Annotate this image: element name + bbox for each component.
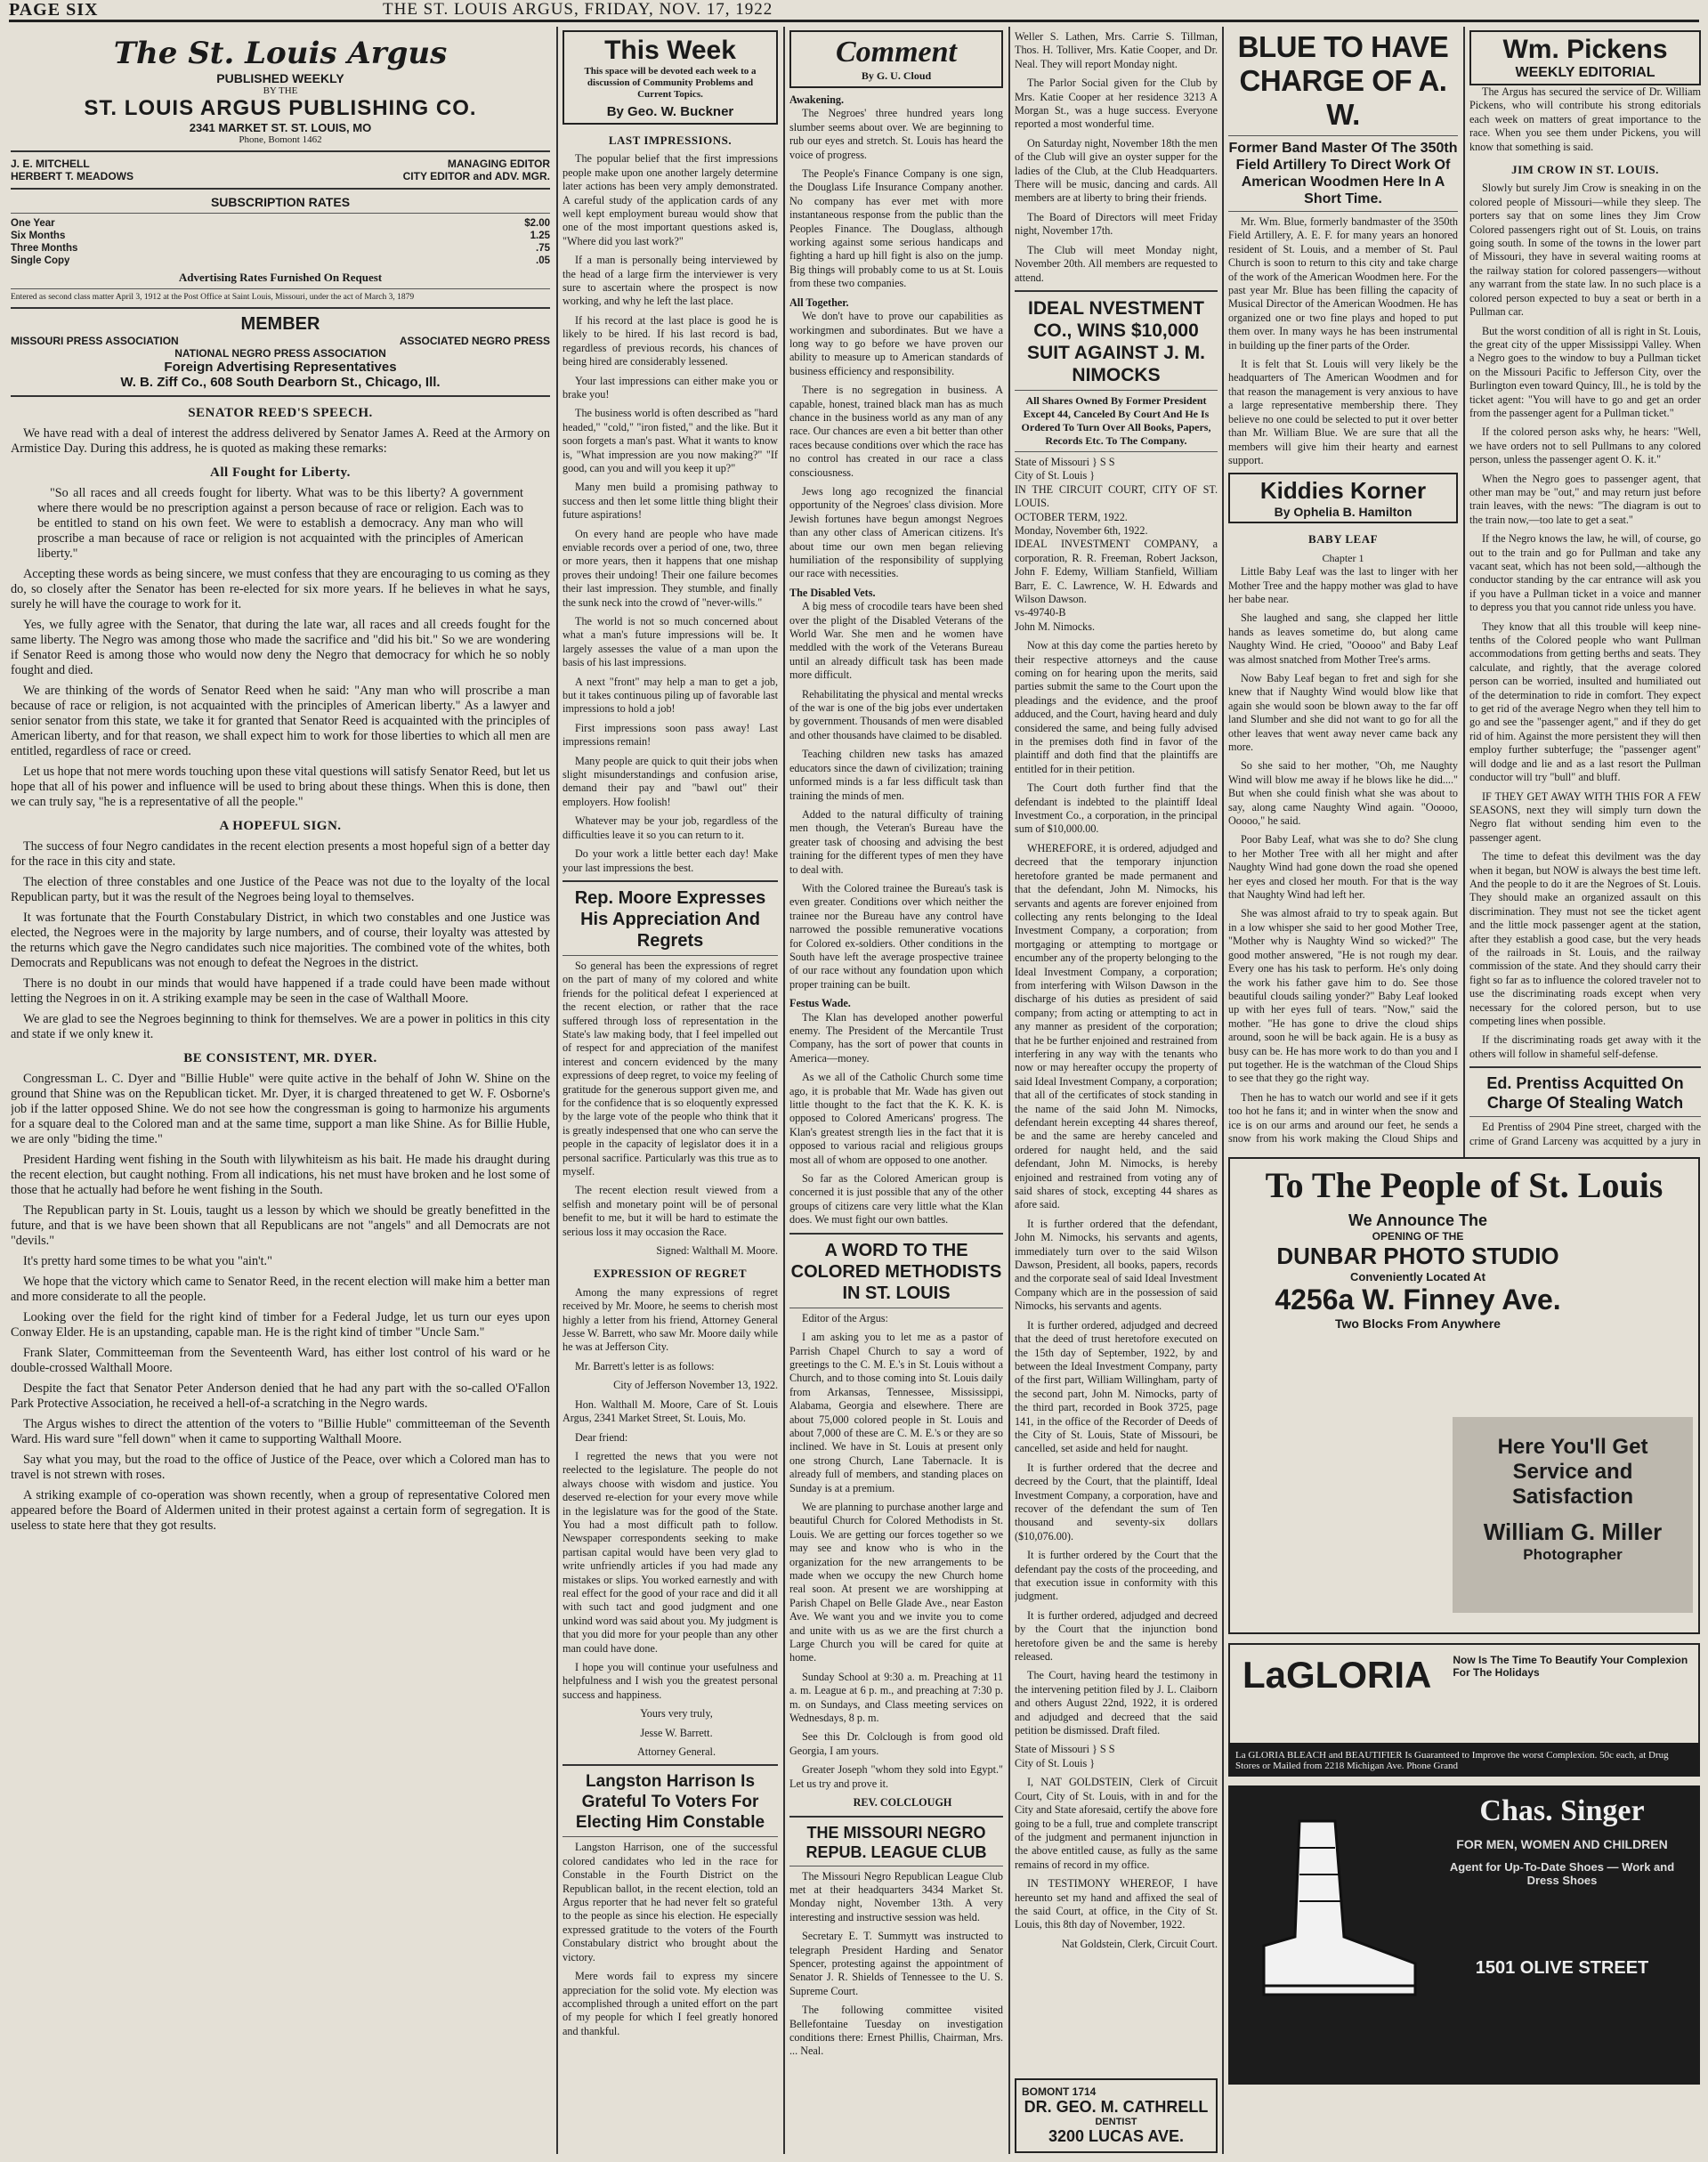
moore-signature: Signed: Walthall M. Moore. (656, 1244, 778, 1258)
kiddies-body (1228, 532, 1458, 1147)
this-week-paragraph: A next "front" may help a man to get a job, but it takes continuous piling up of favorable last impressions to hold a job! (563, 675, 778, 716)
this-week-byline: By Geo. W. Buckner (606, 104, 734, 119)
editorial-paragraph: Yes, we fully agree with the Senator, that during the late war, all races and all creeds fought for the same liberty. The Negro was among those who made the sacrifice and "did his bit." So we are wondering if Senator Reed is among those who would now deny the Negro that democracy for which he so nobly fought and died. (11, 618, 550, 677)
comment-paragraph: We don't have to prove our capabilities as workingmen and subordinates. But we have a long way to go before we have proven our ability to measure up to American standards of business efficiency and responsibility. (789, 310, 1003, 377)
moore-dateline: City of Jefferson November 13, 1922. (613, 1379, 778, 1392)
moore-paragraph: I hope you will continue your usefulness and helpfulness and I wish you the greatest personal success and happiness. (563, 1661, 778, 1701)
editorial-paragraph: It was fortunate that the Fourth Constabulary District, in which two constables and one Justice was elected, the Negroes were in the majority by large numbers, and of course, their loyalty was attested by the returns which gave the Negro candidates such nice majorities. The combined vote of the whites, both Democrats and Republicans was not enough to defeat the Negroes in the district. (11, 911, 550, 970)
pickens-paragraph: If the Negro knows the law, he will, of course, go out to the train and go for Pullman and take any vacant seat, which has not been sold,—although the conductor standing by the car entrance will ask you if you have a Pullman ticket in a voice and manner to depress you that you cannot ride unless you have. (1469, 532, 1701, 614)
methodists-signature: REV. COLCLOUGH (853, 1796, 952, 1810)
ad-service: Service and Satisfaction (1511, 1460, 1634, 1509)
editorial-paragraph: The Argus wishes to direct the attention of the voters to "Billie Huble" committeeman of the Seventh Ward. His ward sure "fell down" when it came to supporting Walthall Moore. (11, 1417, 550, 1446)
pickens-header (1469, 30, 1701, 85)
methodists-salutation: Editor of the Argus: (802, 1311, 888, 1324)
kiddies-story-title: BABY LEAF (1307, 532, 1379, 547)
ideal-deck: All Shares Owned By Former President Except 44, Canceled By Court And He Is Ordered To Turn Over All Books, Papers, Records Etc. To The Company. (1021, 393, 1211, 447)
langston-paragraph: Mere words fail to express my sincere appreciation for the solid vote. My election was accomplished through a united effort on the part of my people for which I feel greatly honored and thankful. (563, 1970, 778, 2037)
singer-title: Chas. Singer (1479, 1794, 1645, 1827)
ad-opening: OPENING OF THE (1372, 1230, 1464, 1243)
singer-line: Agent for Up-To-Date Shoes — Work and Dress Shoes (1449, 1860, 1675, 1887)
ideal-paragraph: IN TESTIMONY WHEREOF, I have hereunto set my hand and affixed the seal of the said Court, at office, in the City of St. Louis, this 8th day of November, 1922. (1015, 1877, 1218, 1931)
this-week-intro: This space will be devoted each week to a discussion of Community Problems and Current Topics. (584, 66, 757, 100)
comment-title: Comment (835, 36, 958, 69)
publisher-company: ST. LOUIS ARGUS PUBLISHING CO. (84, 96, 477, 120)
publisher-phone: Phone, Bomont 1462 (239, 134, 322, 145)
kiddies-paragraph: She laughed and sang, she clapped her little hands as leaves sometime do, but along came Naughty Wind. He cried, "Ooooo" and Baby Leaf was almost snatched from Mother Tree's arms. (1228, 611, 1458, 666)
pickens-title: Wm. Pickens (1502, 35, 1668, 64)
singer-address: 1501 OLIVE STREET (1475, 1958, 1649, 1978)
this-week-body (563, 134, 778, 875)
methodists-headline: A WORD TO THE COLORED METHODISTS IN ST. LOUIS (790, 1240, 1002, 1303)
prentiss-body (1469, 1121, 1701, 1147)
league-headline: THE MISSOURI NEGRO REPUB. LEAGUE CLUB (805, 1823, 987, 1861)
kiddies-paragraph: Now Baby Leaf began to fret and sigh for she knew that if Naughty Wind would blow like that again she would soon be blown away to the far off land Slumber and she did not want to go for all the other leaves that went away never came back any more. (1228, 671, 1458, 753)
this-week-title: This Week (604, 36, 736, 65)
ideal-paragraph: It is further ordered that the defendant, John M. Nimocks, his servants and agents, immediately turn over to the said Wilson Dawson, President, all books, papers, records and the corporate seal of said Ideal Investment Company which are in the possession of said Nimocks, his servants and agents. (1015, 1217, 1218, 1313)
comment-heading: The Disabled Vets. (789, 586, 876, 599)
paper-name: The St. Louis Argus (113, 36, 448, 71)
editorial-paragraph: A striking example of co-operation was shown recently, when a group of representative Colored men appeared before the Board of Aldermen united in their protest against a certain form of segregation. It is useless to state here that they got results. (11, 1488, 550, 1533)
rate-term: Three Months (11, 243, 78, 254)
blue-deck: Former Band Master Of The 350th Field Artillery To Direct Work Of American Woodmen Here In A Short Time. (1228, 141, 1458, 206)
kiddies-paragraph: She was almost afraid to try to speak again. But in a low whisper she said to her good Mother Tree, "Mother why is Naughty Wind so wicked?" The good mother answered, "He is not rough my dear. Every one has his task to perform. He's only doing the work his father gave him to do. See those beautiful clouds sailing yonder?" Baby Leaf looked up with her eyes full of tears. "Now," said the mother. "He has gone to drive the cloud ships around, soon he will be back again. He is a busy as busy can be. He has more work to do than you and I put together. He is the watchman of the Cloud Ships to see that they go the right way. (1228, 907, 1458, 1085)
pickens-body (1469, 85, 1701, 1061)
rate-row (11, 230, 550, 242)
comment-column (789, 30, 1003, 2153)
editorial-heading: A HOPEFUL SIGN. (219, 819, 342, 833)
ad-located: Conveniently Located At (1350, 1270, 1485, 1283)
editorial-paragraph: Despite the fact that Senator Peter Anderson denied that he had any part with the so-called O'Fallon Park Protective Association, he received a hell-of-a scratching in the Negro wards. (11, 1381, 550, 1411)
staff-row (11, 158, 550, 170)
staff-role: MANAGING EDITOR (447, 158, 550, 170)
singer-line: FOR MEN, WOMEN AND CHILDREN (1456, 1837, 1668, 1851)
kiddies-paragraph: So she said to her mother, "Oh, me Naughty Wind will blow me away if he blows like he did...." But when she could finish what she was about to say, along came Naughty Wind again. "Ooooo, Ooooo," he said. (1228, 759, 1458, 828)
editorial-paragraph: Looking over the field for the right kind of timber for a Federal Judge, let us turn our eyes upon Conway Elder. He is an upstanding, capable man. He is the right kind of timber "Uncle Sam." (11, 1310, 550, 1340)
comment-paragraph: Added to the natural difficulty of training men though, the Veteran's Bureau have the greater task of choosing and advising the best training for the different types of men they have to deal with. (789, 807, 1003, 876)
this-week-header (563, 30, 778, 125)
ideal-signature: Nat Goldstein, Clerk, Circuit Court. (1061, 1937, 1218, 1950)
ad-blocks: Two Blocks From Anywhere (1335, 1316, 1501, 1331)
editorial-column (11, 30, 550, 2153)
rate-term: One Year (11, 218, 55, 229)
kiddies-chapter: Chapter 1 (1322, 551, 1364, 564)
ad-address: 4256a W. Finney Ave. (1275, 1283, 1561, 1316)
editorial-paragraph: Say what you may, but the road to the office of Justice of the Peace, over which a Colored man has to travel is not strewn with roses. (11, 1453, 550, 1482)
this-week-column (563, 30, 778, 2153)
member-right: ASSOCIATED NEGRO PRESS (399, 335, 550, 347)
this-week-paragraph: On every hand are people who have made enviable records over a period of one, two, three or more years, then it happens that one mishap proves their undoing! Their one failure becomes their last impression. They stumble, and finally the sunk neck into the crowd of "never-wills." (563, 527, 778, 609)
staff-role: CITY EDITOR and ADV. MGR. (402, 170, 550, 182)
rate-row (11, 242, 550, 255)
comment-byline: By G. U. Cloud (861, 69, 932, 82)
ideal-paragraph: It is further ordered, adjudged and decreed that the deed of trust heretofore executed on the 15th day of September, 1922, by and between the Ideal Investment Company, party of the first part, William Willingham, party of the second part, John M. Nimocks, party of the third part, recorded in Book 3725, page 141, in the office of the Recorder of Deeds of the City of St. Louis, State of Missouri, be cancelled, set aside and held for naught. (1015, 1318, 1218, 1455)
pickens-paragraph: The time to defeat this devilment was the day when it began, but NOW is always the best time left. And the people to do it are the Negroes of St. Louis. They should make an organized assault on this discrimination. They must not see the ticket agent and the little mock passenger agent at the station, after they establish a good case, but the very heads of the railroads in St. Louis, and the railway commission of the state. And they should carry their fight so far as to influence the colored traveler not to use the discriminating roads except when very necessary for the colored person, but to use competing lines when possible. (1469, 850, 1701, 1027)
comment-header (789, 30, 1003, 88)
editorial-paragraph: Frank Slater, Committeeman from the Seventeenth Ward, has either lost control of his ward or he double-crossed Walthall Moore. (11, 1346, 550, 1375)
rate-term: Single Copy (11, 255, 70, 266)
legal-column (1015, 30, 1218, 2153)
ad-announce: We Announce The (1348, 1211, 1487, 1229)
cathrell-address: 3200 LUCAS AVE. (1048, 2127, 1185, 2145)
rate-term: Six Months (11, 231, 66, 241)
page-header (9, 0, 1699, 22)
member-row (11, 335, 550, 347)
paper-title-date: THE ST. LOUIS ARGUS, FRIDAY, NOV. 17, 1922 (383, 0, 773, 19)
editorial-heading: BE CONSISTENT, MR. DYER. (183, 1051, 377, 1065)
pickens-subtitle: WEEKLY EDITORIAL (1515, 65, 1655, 80)
pickens-paragraph: If the colored person asks why, he hears: "Well, we have orders not to sell Pullmans to any colored person, unless the passenger agent O. K. it." (1469, 425, 1701, 466)
member-title: MEMBER (240, 314, 320, 334)
methodists-paragraph: See this Dr. Colclough is from good old Georgia, I am yours. (789, 1730, 1003, 1757)
published-by: BY THE (263, 85, 298, 96)
lagloria-ad (1228, 1643, 1700, 1745)
editorial-paragraph: We are thinking of the words of Senator Reed when he said: "Any man who will proscribe a man because of race or religion, is not acquainted with the principles of American liberty." As a lawyer and senior senator from this state, we take it for granted that Senator Reed is acquainted with the principles of American liberty, and for that reason, we shall expect him to work for those liberties to which all men are entitled, regardless of race or creed. (11, 684, 550, 758)
blue-body (1228, 215, 1458, 467)
comment-heading: Festus Wade. (789, 997, 851, 1010)
ad-title: To The People of St. Louis (1265, 1165, 1663, 1205)
methodists-paragraph: We are planning to purchase another large and beautiful Church for Colored Methodists in St. Louis. We are getting our forces together so we may see and know who is who in the organization for the new arrangements to be made when we occupy the new Church home real soon. At present we are worshipping at Parish Chapel on Belle Glade Ave., near Easton Ave. We want you and we invite you to come and unite with us as we are the first church a Large Church you will be cared for quite at home. (789, 1500, 1003, 1664)
ideal-paragraph: It is further ordered by the Court that the defendant pay the costs of the proceeding, and that execution issue in conformity with this judgment. (1015, 1549, 1218, 1603)
comment-paragraph: So far as the Colored American group is concerned it is just possible that any of the other groups of citizens care very little what the Klan does. We must fight our own battles. (789, 1172, 1003, 1227)
moore-headline: Rep. Moore Expresses His Appreciation And Regrets (574, 887, 766, 951)
prentiss-paragraph: Ed Prentiss of 2904 Pine street, charged with the crime of Grand Larceny was acquitted by a jury in (1469, 1121, 1701, 1147)
comment-heading: All Together. (789, 296, 849, 309)
editorial-paragraph: The election of three constables and one Justice of the Peace was not due to the loyalty of the local Republican party, but it was the result of the Negroes being loyal to themselves. (11, 875, 550, 904)
editorial-paragraph: We have read with a deal of interest the address delivered by Senator James A. Reed at the Armory on Armistice Day. During this address, he is quoted as making these remarks: (11, 426, 550, 456)
social-notes (1015, 30, 1218, 285)
langston-body (563, 1841, 778, 2038)
kiddies-paragraph: Then he has to watch our world and see if it gets too hot he fans it; and in winter when the snow and ice is on our arms and around our feet, he sends a snow from his work making the Cloud Ships and (1228, 1090, 1458, 1145)
ideal-caption: State of Missouri } S S City of St. Louis } IN THE CIRCUIT COURT, CITY OF ST. LOUIS. OCTOBER TERM, 1922. Monday, November 6th, 1922. IDEAL INVESTMENT COMPANY, a corporation, R. R. Freeman, Robert Jackson, John F. Edemy, William Stanfield, William Barr, E. C. Lawrence, W. H. Edwards and Wilson Dawson. vs-49740-B John M. Nimocks. (1015, 455, 1218, 633)
ad-photographer-title: Photographer (1523, 1546, 1623, 1563)
moore-paragraph: So general has been the expressions of regret on the part of many of my colored and white friends for the political defeat I experienced at the recent election, or rather that the race suffered through loss of representation in the State's law making body, that I feel impelled out of respect for and appreciation of the manifest interest and concern evidenced by the many expressions of deep regret, to voice my feeling of gratitude for the generous support given me, and for the confidence that is so eloquently expressed by the large vote of the people who think that it is greatly indespensed that one who can serve the people in the capacity of legislator does it in a personal sacrifice. Particularly was this true as to myself. (563, 959, 778, 1178)
rate-price: $2.00 (524, 218, 550, 229)
this-week-heading: LAST IMPRESSIONS. (608, 134, 733, 147)
rate-row (11, 255, 550, 267)
methodists-paragraph: Greater Joseph "whom they sold into Egypt." Let us try and prove it. (789, 1763, 1003, 1790)
ideal-paragraph: The Court, having heard the testimony in the intervening petition filed by J. L. Claiborn and others August 22nd, 1922, it is ordered and adjudged and decreed that the said petition be dismissed. Draft filed. (1015, 1669, 1218, 1737)
moore-signature-title: Attorney General. (637, 1745, 716, 1759)
pickens-paragraph: IF THEY GET AWAY WITH THIS FOR A FEW SEASONS, next they will simply turn down the Negro flat without sending him even to the passenger agent. (1469, 789, 1701, 844)
member-national: NATIONAL NEGRO PRESS ASSOCIATION (174, 347, 386, 360)
column-rule (556, 27, 558, 2154)
rate-price: .75 (536, 243, 550, 254)
editorial-paragraph: We are glad to see the Negroes beginning to think for themselves. We are a power in politics in this city and state if we only knew it. (11, 1012, 550, 1041)
moore-paragraph: Mr. Barrett's letter is as follows: (575, 1359, 715, 1373)
editorial-subheading: All Fought for Liberty. (210, 466, 351, 480)
league-paragraph: The following committee visited Bellefontaine Tuesday on investigation conditions there: Ernest Phillis, Chairman, Mrs. ... Neal. (789, 2004, 1003, 2058)
moore-body (563, 960, 778, 1760)
ideal-paragraph: I, NAT GOLDSTEIN, Clerk of Circuit Court, City of St. Louis, with in and for the City and State aforesaid, certify the above fore going to be a full, true and complete transcript of the judgment and permanent injunction in the above entitled cause, as fully as the same remains of record in my office. (1015, 1776, 1218, 1871)
blue-paragraph: Mr. Wm. Blue, formerly bandmaster of the 350th Field Artillery, A. E. F. for many years an honored resident of St. Louis, and a member of St. Paul Church is soon to return to this city and take charge of the work of the American Woodmen here. For the past year Mr. Blue has been filling the capacity of Musical Director of the American Woodmen. He has organized one or two fine plays and hoped to put them over. In many ways he has been instrumental in building up the finer parts of the Order. (1228, 215, 1458, 352)
ideal-paragraph: Now at this day come the parties hereto by their respective attorneys and the cause coming on for hearing upon the merits, said parties submit the same to the Court upon the pleadings and the evidence, and the proof adduced, and the Court, having heard and duly considered the same, and being fully advised in the premises doth find in favor of the plaintiff and doth find that the plaintiffs are entitled for in their petition. (1015, 639, 1218, 775)
this-week-paragraph: Do your work a little better each day! Make your last impressions the best. (563, 847, 778, 874)
ads-area (1228, 1157, 1700, 2154)
this-week-paragraph: The world is not so much concerned about what a man's future impressions will be. It largely assesses the value of a man upon the basis of his last impressions. (563, 615, 778, 669)
editorial-paragraph: There is no doubt in our minds that would have happened if a trade could have been made without letting the Negroes in on it. A striking example may be seen in the case of Walthall Moore. (11, 976, 550, 1006)
kiddies-header (1228, 473, 1458, 523)
this-week-paragraph: Whatever may be your job, regardless of the difficulties leave it so you can return to it. (563, 814, 778, 841)
comment-paragraph: The People's Finance Company is one sign, the Douglass Life Insurance Company another. No company has ever met with more instantaneous response from the public than the Peoples Finance. The Douglass, although working against some serious handicaps and fighting a hard up hill fight is also on the jump. Big things will probably come to us at St. Louis from these two companies. (789, 167, 1003, 290)
ad-photographer-name: William G. Miller (1483, 1518, 1663, 1545)
ideal-paragraph: WHEREFORE, it is ordered, adjudged and decreed that the temporary injunction heretofore granted be made permanent and that the defendant, John M. Nimocks, his servants and agents are forever enjoined from collecting any rents belonging to the Ideal Investment Company, a corporation; from mortgaging or attempting to mortgage or encumber any of the property belonging to the Ideal Investment Company, a corporation; from interfering with Wilson Dawson in the discharge of his duties as president of said company; from acting or attempting to act in any manner as president of the corporation; that he be further enjoined and restrained from interfering in any way with the tenants who now or may hereafter occupy the property of said Ideal Investment Company, a corporation; that all of the certificates of stock standing in the name of the said John M. Nimocks, defendant herein excepting 44 shares thereof, be and the same are hereby canceled and ordered for naught held, and the said defendant, John M. Nimocks, is hereby enjoined and restrained from voting any of said shares of stock, excepting 44 shares as afore said. (1015, 841, 1218, 1211)
ad-studio: DUNBAR PHOTO STUDIO (1276, 1243, 1559, 1269)
comment-paragraph: Jews long ago recognized the financial opportunity of the Negroes' class division. More Jewish fortunes have begun amongst Negroes than any other class of American citizens. It's about time our own men began relieving humiliation of the responsibility of supplying our race with necessities. (789, 484, 1003, 580)
rate-price: 1.25 (530, 231, 550, 241)
kiddies-paragraph: Poor Baby Leaf, what was she to do? She clung to her Mother Tree with all her might and after Naughty Wind had gone down the road she opened her eyes and closed her mouth. For that is the way that Naughty Wind had left her. (1228, 833, 1458, 902)
editorial-paragraph: Let us hope that not mere words touching upon these vital questions will satisfy Senator Reed, but let us hope that all of his power and influence will be used to bring about these things. When this is done, then we can truly say, "he is a representative of all the people." (11, 765, 550, 809)
comment-paragraph: A big mess of crocodile tears have been shed over the plight of the Disabled Veterans of the World War. She men and he women have meddled with the work of the Veterans Bureau until an already difficult task has been made more difficult. (789, 600, 1003, 682)
methodists-paragraph: Sunday School at 9:30 a. m. Preaching at 11 a. m. League at 6 p. m., and preaching at 7:30 p. m. on Sundays, and Class meeting services on Wednesdays, 8 p. m. (789, 1670, 1003, 1725)
member-left: MISSOURI PRESS ASSOCIATION (11, 335, 179, 347)
moore-signature: Jesse W. Barrett. (640, 1726, 713, 1739)
methodists-body (789, 1312, 1003, 1810)
lagloria-title: LaGLORIA (1243, 1654, 1432, 1696)
publisher-address: 2341 MARKET ST. ST. LOUIS, MO (189, 121, 372, 134)
pickens-paragraph: They know that all this trouble will keep nine-tenths of the Colored people who want Pullman accommodations from getting berths and seats. They calculate, and rightly, that the average colored person can be worried, insulted and humiliated out of the determination to ride in comfort. They expect to get rid of the average Negro when they tell him to go and see the "passenger agent," and if they do get rid of him. Against the more persistent they will then employ further subterfuge; the "passenger agent" will dodge and lie and as a last resort the Pullman conductor will try "bull" and bluff. (1469, 619, 1701, 784)
league-paragraph: Secretary E. T. Summytt was instructed to telegraph President Harding and Senator Spencer, protesting against the appointment of Senator J. R. Shields of Tennessee to the U. S. Supreme Court. (789, 1930, 1003, 1997)
lagloria-tagline: Now Is The Time To Beautify Your Complexion For The Holidays (1453, 1654, 1688, 1679)
foreign-reps: Foreign Advertising Representatives (164, 360, 397, 375)
social-paragraph: The Club will meet Monday night, November 20th. All members are requested to attend. (1015, 243, 1218, 284)
editorial-heading: SENATOR REED'S SPEECH. (188, 406, 373, 420)
page-number: PAGE SIX (9, 0, 99, 20)
methodists-paragraph: I am asking you to let me as a pastor of Parrish Chapel Church to say a word of greetings to the C. M. E.'s in St. Louis without a Church, and to those coming into St. Louis daily from Arkansas, Tennessee, Mississippi, Alabama, Georgia and elsewhere. There are about 75,000 colored people in St. Louis and about 7,000 of these are C. M. E.'s or they are so inclined. We have in St. Louis at present only one strong Church, Lane Tabernacle. It is already full of members, and standing places on Sunday is at a premium. (789, 1331, 1003, 1494)
kiddies-byline: By Ophelia B. Hamilton (1274, 505, 1413, 520)
editorial-paragraph: It's pretty hard some times to be what you "ain't." (23, 1254, 272, 1268)
pickens-paragraph: But the worst condition of all is right in St. Louis, the great city of the upper Mississippi Valley. When a Negro goes to the window to buy a Pullman ticket on the Missouri Pacific to Jefferson City, over the Burlington even toward Quincy, Ill., he is told by the ticket agent: "You will have to go and get an order from the passenger agent for a Pullman ticket." (1469, 324, 1701, 419)
ad-here: Here You'll Get (1497, 1435, 1648, 1459)
this-week-paragraph: The business world is often described as "hard headed," "cold," "iron fisted," and the like. But it soon forgets a man's past. What it wants to know is, "What impression are you now making?" "If good, can you and will you keep it up?" (563, 407, 778, 474)
social-paragraph: On Saturday night, November 18th the men of the Club will give an oyster supper for the ladies of the Club, at the Club Headquarters. There will be music, dancing and cards. All members are at liberty to bring their friends. (1015, 136, 1218, 205)
this-week-paragraph: Many people are quick to quit their jobs when slight misunderstandings and confusion arise, demand their pay and "bawl out" their employers. How foolish! (563, 754, 778, 808)
pickens-paragraph: The Argus has secured the service of Dr. William Pickens, who will contribute his strong editorials each week on matters of great importance to the race. When you see them under Pickens, you will know that something is said. (1469, 85, 1701, 153)
comment-heading: Awakening. (789, 93, 845, 106)
entered-note: Entered as second class matter April 3, 1912 at the Post Office at Saint Louis, Missouri, under the act of March 3, 1879 (11, 293, 415, 302)
column-rule (1008, 27, 1010, 2154)
pickens-heading: JIM CROW IN ST. LOUIS. (1511, 163, 1659, 177)
moore-paragraph: Among the many expressions of regret received by Mr. Moore, he seems to cherish most highly a letter from his friend, Attorney General Jesse W. Barrett, who saw Mr. Moore daily while he was at Jefferson City. (563, 1285, 778, 1354)
blue-paragraph: It is felt that St. Louis will very likely be the headquarters of The American Woodmen and for that reason the management is very anxious to have a large representative membership there. They believe no one could be selected to put it over better than Mr. William Blue. We are sure that all the members will give him their hearty and earnest support. (1228, 358, 1458, 466)
editorial-quote: "So all races and all creeds fought for liberty. What was to be this liberty? A government where there would be no prescription against a person because of race or religion. Each was to be entitled to stand on his own feet. We were to establish a democracy. Any man who will proscribe a man because of race or religion is not acquainted with the principles of American liberty." (37, 486, 523, 561)
rate-price: .05 (536, 255, 550, 266)
ideal-paragraph: The Court doth further find that the defendant is indebted to the plaintiff Ideal Investment Co., a corporation, in the principal sum of $10,000.00. (1015, 781, 1218, 836)
column-rule (1222, 27, 1224, 2154)
ad-photo-area (1453, 1417, 1693, 1613)
moore-paragraph: I regretted the news that you were not reelected to the legislature. The people do not always choose with wisdom and justice. You deserved re-election for your every move while in the legislature was for the good of the State. You had a most difficult path to follow. Newspaper correspondents seeking to make partisan capital would have been very glad to write unfriendly articles if you had made any mistakes or slips. You worked earnestly and with real effect for the good of your race and did it all with such tact and good judgment and one unkind word was said about you. My judgment is that you did more for your people than any other man could have done. (563, 1449, 778, 1655)
comment-body (789, 93, 1003, 1227)
kiddies-title: Kiddies Korner (1259, 477, 1427, 505)
lagloria-line: La GLORIA BLEACH and BEAUTIFIER Is Guaranteed to Improve the worst Complexion. 50c each, at Drug Stores or Mailed from 2218 Michigan Ave. Phone Grand (1228, 1743, 1700, 1777)
langston-paragraph: Langston Harrison, one of the successful colored candidates who led in the race for Constable in the Fourth District on the Republican ballot, in the recent election, told an Argus reporter that he had never felt so grateful to the people as since his election. He especially expressed gratitude to the voters of the Fourth Constabulary district who brought about the victory. (563, 1841, 778, 1964)
ideal-headline: IDEAL NVESTMENT CO., WINS $10,000 SUIT AGAINST J. M. NIMOCKS (1027, 297, 1205, 385)
social-paragraph: The Board of Directors will meet Friday night, November 17th. (1015, 210, 1218, 238)
pickens-paragraph: When the Negro goes to passenger agent, that other man may be "out," and may return just before train leaves, with the news: "The diagram is out to the train now,—too late to get a seat." (1469, 472, 1701, 526)
ziff-address: W. B. Ziff Co., 608 South Dearborn St., Chicago, Ill. (120, 375, 441, 390)
this-week-paragraph: First impressions soon pass away! Last impressions remain! (563, 721, 778, 749)
shoe-icon (1246, 1812, 1424, 2008)
league-paragraph: The Missouri Negro Republican League Club met at their headquarters 3434 Market St. Monday night, November 13th. A very interesting and instructive session was held. (789, 1869, 1003, 1923)
this-week-paragraph: Your last impressions can either make you or brake you! (563, 374, 778, 401)
singer-ad (1228, 1785, 1700, 2085)
ideal-body (1015, 456, 1218, 1951)
ideal-paragraph: It is further ordered, adjudged and decreed by the Court that the injunction bond heretofore given be and the same is hereby released. (1015, 1608, 1218, 1664)
rates-title: SUBSCRIPTION RATES (210, 195, 351, 209)
comment-paragraph: The Negroes' three hundred years long slumber seems about over. We are beginning to rub our eyes and stretch. St. Louis has heard the voice of progress. (789, 107, 1003, 161)
editorial-paragraph: Accepting these words as being sincere, we must confess that they are encouraging to us coming as they do, so closely after the Senator has been re-elected for six more years. If he believes in what he says, surely he will have the courage to work for it. (11, 567, 550, 611)
comment-paragraph: There is no segregation in business. A capable, honest, trained black man has as much chance in the business world as any man of any race. Our chances are even a bit better than other races because conditions over which the race has no control has created in our race a class consciousness. (789, 384, 1003, 479)
social-paragraph: Weller S. Lathen, Mrs. Carrie S. Tillman, Thos. H. Tolliver, Mrs. Katie Cooper, and Dr. Neal. They will report Monday night. (1015, 30, 1218, 70)
pickens-paragraph: If the discriminating roads get away with it the others will follow in shameful self-defense. (1469, 1033, 1701, 1060)
comment-paragraph: As we all of the Catholic Church some time ago, it is probable that Mr. Wade has given out little thought to the fact that the K. K. K. is opposed to Colored Americans' progress. The Klan's greatest strength lies in the fact that it is opposed to various racial and religious groups most all of whom are opposed to one another. (789, 1071, 1003, 1166)
cathrell-name: DR. GEO. M. CATHRELL (1024, 2098, 1209, 2116)
this-week-paragraph: If a man is personally being interviewed by the head of a large firm the interviewer is very sure to ascertain where the prospect is now working, and why he left the last place. (563, 254, 778, 308)
adv-note: Advertising Rates Furnished On Request (178, 271, 383, 284)
comment-paragraph: The Klan has developed another powerful enemy. The President of the Mercantile Trust Company, has the sort of power that counts in America—money. (789, 1010, 1003, 1065)
staff-name: J. E. MITCHELL (11, 158, 90, 170)
moore-closing: Yours very truly, (640, 1707, 713, 1721)
this-week-paragraph: If his record at the last place is good he is likely to be hired. If his last record is bad, regardless of previous records, his chances of being hired are considerably lessened. (563, 313, 778, 368)
league-body (789, 1870, 1003, 2059)
blue-headline: BLUE TO HAVE CHARGE OF A. W. (1237, 30, 1449, 131)
comment-paragraph: With the Colored trainee the Bureau's task is even greater. Conditions over which neither the trainee nor the Bureau have any control have narrowed the possible remunerative vocations for Colored ex-soldiers. Other conditions in the South have left the average prospective trainee of our race without any foundation upon which proper training can be built. (789, 881, 1003, 991)
column-rule (783, 27, 785, 2154)
editorial-paragraph: Congressman L. C. Dyer and "Billie Huble" were quite active in the behalf of John W. Shine on the ground that Shine was on the Republican ticket. Mr. Dyer, it is charged threatened to get W. F. Osborne's job if the latter opposed Shine. We do not see how the congressman is going to harmonize his arguments for a square deal to the Colored man and at the same time, support a man like Shine. As for Billie Huble, we are only "biding the time." (11, 1072, 550, 1146)
ideal-caption: State of Missouri } S S City of St. Louis } (1015, 1743, 1115, 1769)
prentiss-headline: Ed. Prentiss Acquitted On Charge Of Stealing Watch (1486, 1074, 1684, 1113)
staff-name: HERBERT T. MEADOWS (11, 170, 134, 182)
editorial-paragraph: The Republican party in St. Louis, taught us a lesson by which we should be greatly benefitted in the future, and that is we have been shown that all Republicans are not "angels" and all Democrats are not "devils." (11, 1203, 550, 1248)
langston-headline: Langston Harrison Is Grateful To Voters For Electing Him Constable (575, 1772, 765, 1833)
published-weekly: PUBLISHED WEEKLY (216, 71, 344, 85)
editorials (11, 406, 550, 1534)
ideal-paragraph: It is further ordered that the decree and decreed by the Court, that the plaintiff, Ideal Investment Company, a corporation, have and recover of the defendant the sum of Ten thousand and seventy-six dollars ($10,076.00). (1015, 1461, 1218, 1543)
editorial-paragraph: We hope that the victory which came to Senator Reed, in the recent election will make him a better man and more considerate to all the people. (11, 1275, 550, 1304)
social-paragraph: The Parlor Social given for the Club by Mrs. Katie Cooper at her residence 3213 A Morgan St., was a huge success. Everyone reported a most wonderful time. (1015, 77, 1218, 131)
cathrell-phone: BOMONT 1714 (1022, 2085, 1097, 2098)
kiddies-paragraph: Little Baby Leaf was the last to linger with her Mother Tree and the happy mother was glad to have her babe near. (1228, 565, 1458, 605)
pickens-column (1469, 30, 1701, 1147)
moore-address: Hon. Walthall M. Moore, Care of St. Louis Argus, 2341 Market Street, St. Louis, Mo. (563, 1397, 778, 1425)
dunbar-photo-ad (1228, 1157, 1700, 1634)
rate-row (11, 217, 550, 230)
cathrell-title: DENTIST (1095, 2117, 1137, 2127)
comment-paragraph: Rehabilitating the physical and mental wrecks of the war is one of the big jobs ever undertaken by government. Thousands of men were disabled and other thousands have claimed to be disabled. (789, 687, 1003, 741)
moore-paragraph: The recent election result viewed from a selfish and monetary point will be of personal benefit to me, but it will be hard to estimate the serious loss it may occasion the Race. (563, 1184, 778, 1238)
this-week-paragraph: The popular belief that the first impressions people make upon one another largely determine later actions has been very amply demonstrated. A careful study of the application cards of any well kept employment bureau would show that one of the most important questions asked is, "Where did you last work?" (563, 152, 778, 247)
this-week-paragraph: Many men build a promising pathway to success and then let some little thing blight their future aspirations! (563, 481, 778, 522)
moore-subheading: EXPRESSION OF REGRET (593, 1267, 748, 1281)
editorial-paragraph: The success of four Negro candidates in the recent election presents a most hopeful sign of a better day for the race in this city and state. (11, 839, 550, 869)
editorial-paragraph: President Harding went fishing in the South with lilywhiteism as his bait. He made his draught during the recent election, but caught nothing. From all indications, his net must have broken and he lost some of those that he actually had before he went fishing in the South. (11, 1153, 550, 1197)
blue-kiddies-column (1228, 30, 1458, 1147)
pickens-paragraph: Slowly but surely Jim Crow is sneaking in on the colored people of Missouri—while they sleep. The porters say that on some lines they Jim Crow Colored passengers right out of St. Louis, on trains going south. In some of the towns in the lower part of Missouri, they have in several waiting rooms at the railway station for colored passengers—without any warrant from the state law. In no such place is a colored person expected to buy a seat or berth in a Pullman car. (1469, 182, 1701, 319)
staff-row (11, 170, 550, 182)
moore-salutation: Dear friend: (575, 1430, 628, 1444)
cathrell-ad (1015, 2078, 1218, 2153)
comment-paragraph: Teaching children new tasks has amazed educators since the dawn of civilization; training unformed minds is a far less difficult task than training the minds of men. (789, 748, 1003, 802)
